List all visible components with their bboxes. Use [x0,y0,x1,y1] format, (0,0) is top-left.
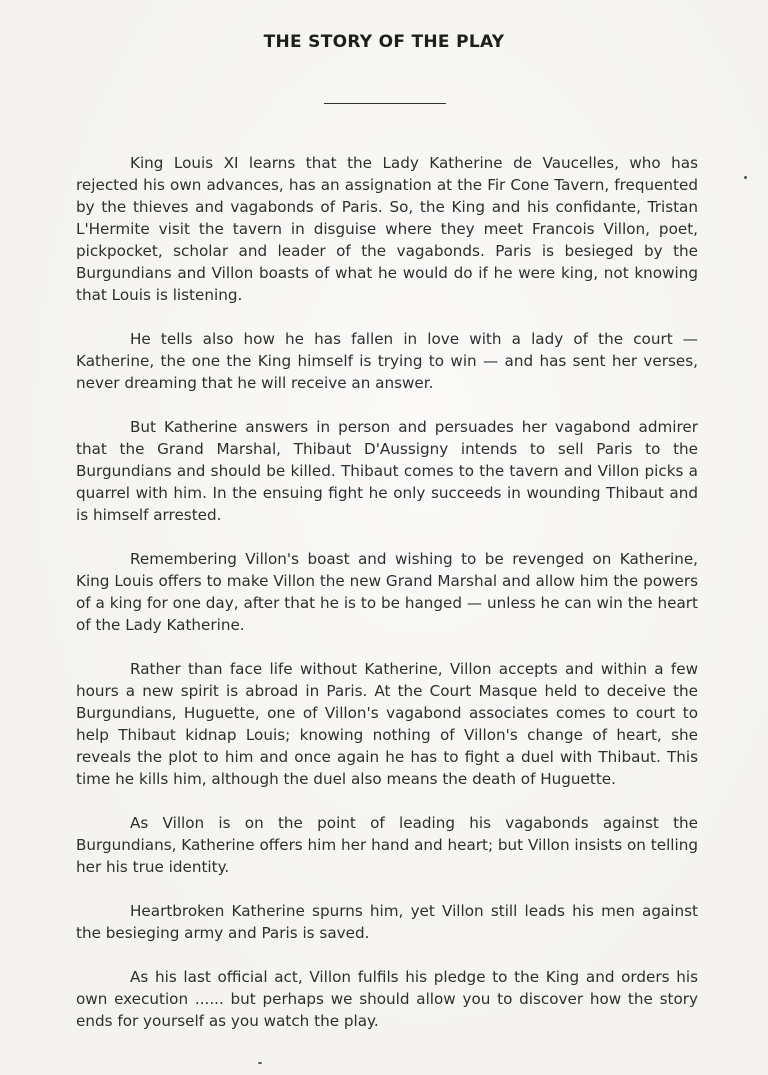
story-paragraph-4: Remembering Villon's boast and wishing to be revenged on Katherine, King Louis offers to make Villon the new Grand Marshal and allow him the powers of a king for one day, after that he is to be hanged — unless he can win the heart of the Lady Katherine. [76,550,698,634]
paper-speck [258,1062,262,1064]
story-text [76,152,698,1054]
paper-speck [744,176,747,179]
story-paragraph-3: But Katherine answers in person and persuades her vagabond admirer that the Grand Marshal, Thibaut D'Aussigny intends to sell Paris to the Burgundians and should be killed. Thibaut comes to the tavern and Villon picks a quarrel with him. In the ensuing fight he only succeeds in wounding Thibaut and is himself arrested. [76,418,698,524]
title-underline [324,103,446,104]
page-title: THE STORY OF THE PLAY [263,32,505,52]
story-paragraph-1: King Louis XI learns that the Lady Katherine de Vaucelles, who has rejected his own advances, has an assignation at the Fir Cone Tavern, frequented by the thieves and vagabonds of Paris. So, the King and his confidante, Tristan L'Hermite visit the tavern in disguise where they meet Francois Villon, poet, pickpocket, scholar and leader of the vagabonds. Paris is besieged by the Burgundians and Villon boasts of what he would do if he were king, not knowing that Louis is listening. [76,154,698,304]
story-paragraph-5: Rather than face life without Katherine, Villon accepts and within a few hours a new spirit is abroad in Paris. At the Court Masque held to deceive the Burgundians, Huguette, one of Villon's vagabond associates comes to court to help Thibaut kidnap Louis; knowing nothing of Villon's change of heart, she reveals the plot to him and once again he has to fight a duel with Thibaut. This time he kills him, although the duel also means the death of Huguette. [76,660,698,788]
story-paragraph-7: Heartbroken Katherine spurns him, yet Villon still leads his men against the besieging army and Paris is saved. [76,902,698,942]
story-paragraph-8: As his last official act, Villon fulfils his pledge to the King and orders his own execution ...... but perhaps we should allow you to discover how the story ends for yourself as you watch the play. [76,968,698,1030]
story-paragraph-6: As Villon is on the point of leading his vagabonds against the Burgundians, Katherine offers him her hand and heart; but Villon insists on telling her his true identity. [76,814,698,876]
story-paragraph-2: He tells also how he has fallen in love with a lady of the court — Katherine, the one the King himself is trying to win — and has sent her verses, never dreaming that he will receive an answer. [76,330,698,392]
